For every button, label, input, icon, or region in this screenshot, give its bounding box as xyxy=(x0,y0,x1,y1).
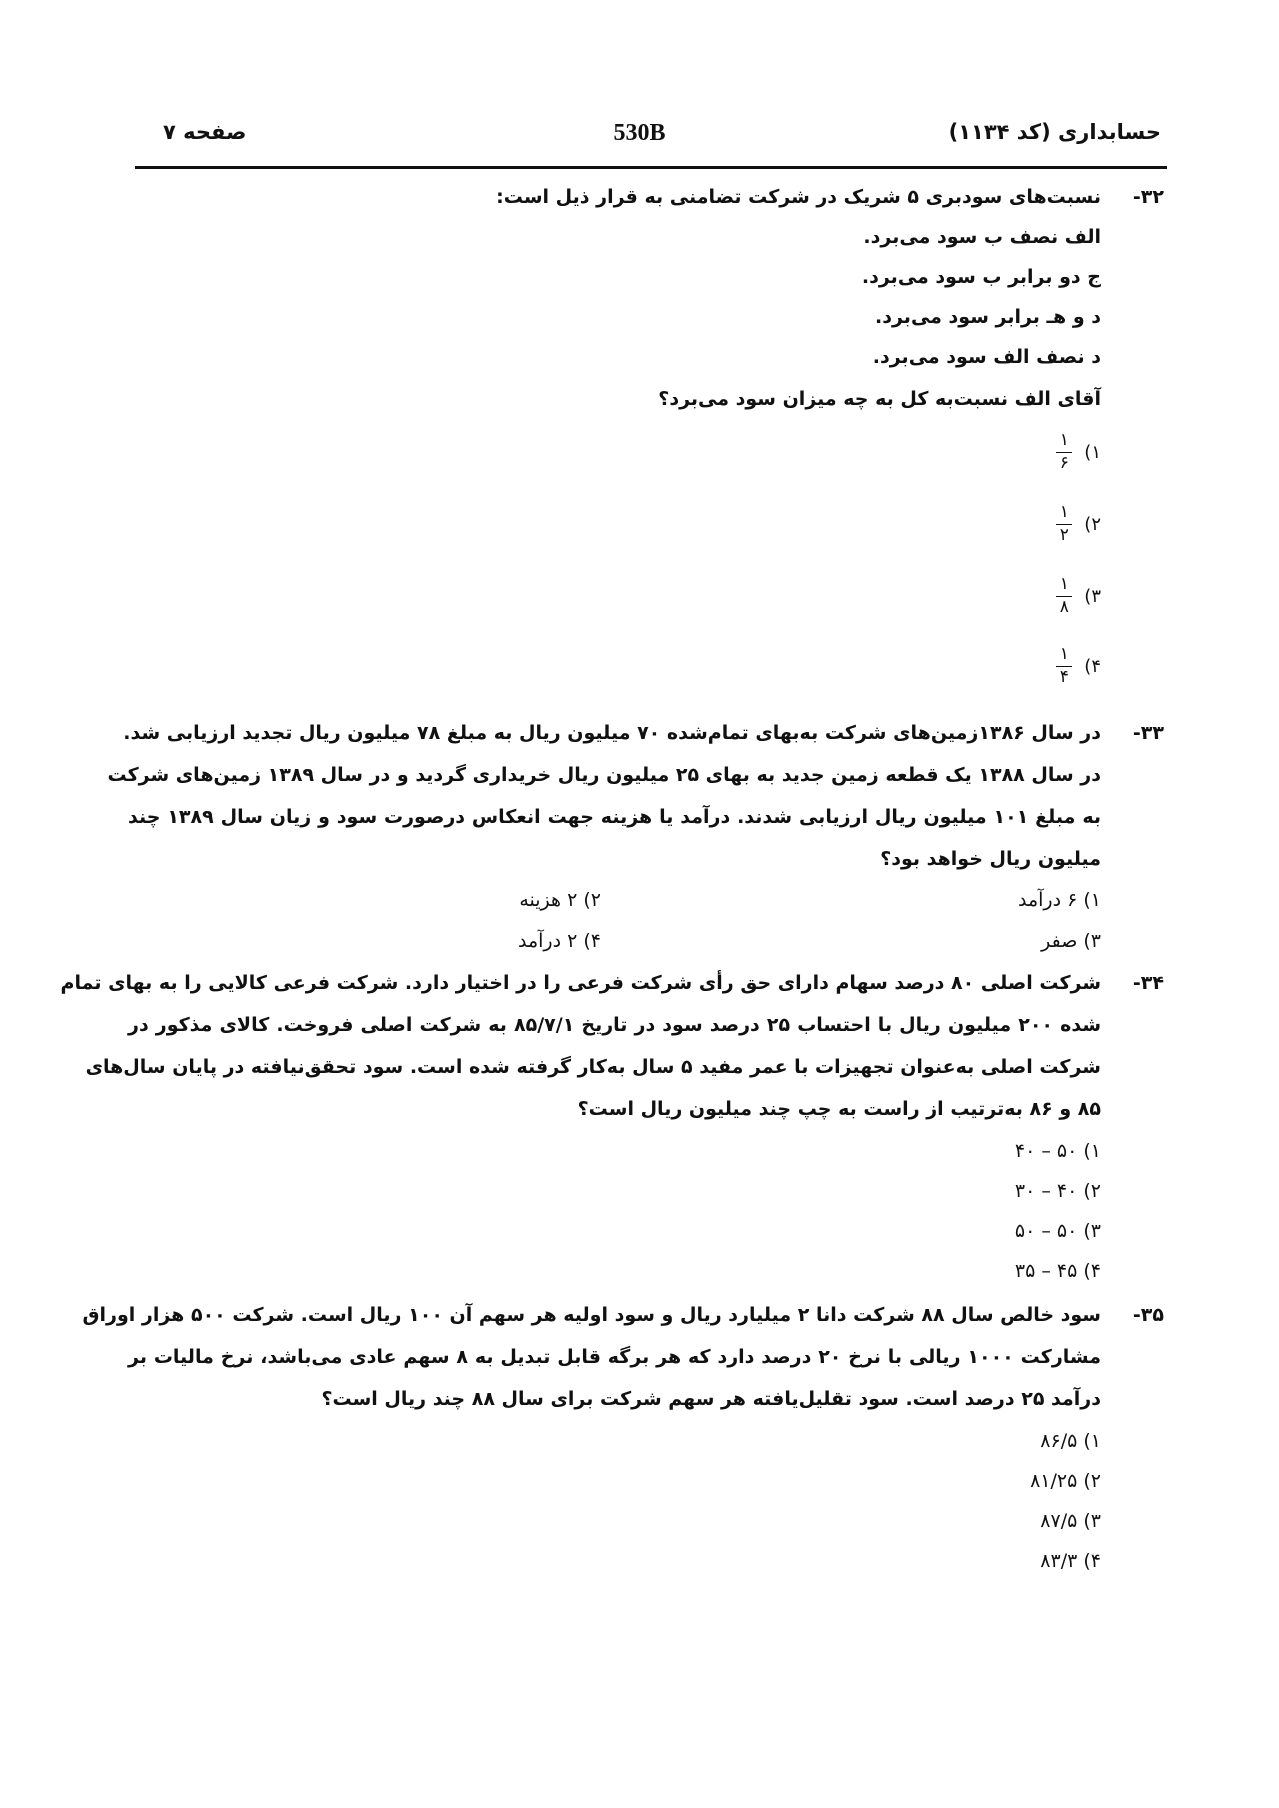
question-number: ۳۳- xyxy=(1132,722,1164,744)
denominator: ۶ xyxy=(1059,452,1069,473)
answer-option: ۳) ۵۰ – ۵۰ xyxy=(1014,1220,1101,1242)
fraction xyxy=(1056,504,1072,545)
stem-line: ۸۵ و ۸۶ به‌ترتیب از راست به چپ چند میلیون ریال است؟ xyxy=(577,1098,1101,1120)
subject-title: حسابداری (کد ۱۱۳۴) xyxy=(948,120,1161,144)
question-number: ۳۴- xyxy=(1132,972,1164,994)
question-stem: نسبت‌های سودبری ۵ شریک در شرکت تضامنی به قرار ذیل است: xyxy=(496,186,1101,208)
numerator: ۱ xyxy=(1059,502,1069,522)
numerator: ۱ xyxy=(1059,644,1069,664)
fraction xyxy=(1056,646,1072,687)
answer-option: ۲) ۲ هزینه xyxy=(519,889,601,911)
answer-option xyxy=(1056,504,1101,545)
answer-option: ۴) ۲ درآمد xyxy=(518,930,601,952)
question-number: ۳۵- xyxy=(1132,1304,1164,1326)
answer-option: ۱) ۶ درآمد xyxy=(1018,889,1101,911)
stem-line: د نصف الف سود می‌برد. xyxy=(872,346,1101,368)
denominator: ۸ xyxy=(1059,596,1069,617)
booklet-code: 530B xyxy=(613,120,666,146)
answer-option: ۳) ۸۷/۵ xyxy=(1040,1510,1101,1532)
stem-line: مشارکت ۱۰۰۰ ریالی با نرخ ۲۰ درصد دارد که هر برگه قابل تبدیل به ۸ سهم عادی می‌باشد، نرخ مالیات بر xyxy=(128,1346,1101,1368)
numerator: ۱ xyxy=(1059,430,1069,450)
stem-line: شرکت اصلی به‌عنوان تجهیزات با عمر مفید ۵ سال به‌کار گرفته شده است. سود تحقق‌نیافته در پایان سال‌های xyxy=(85,1056,1101,1078)
stem-line: سود خالص سال ۸۸ شرکت دانا ۲ میلیارد ریال و سود اولیه هر سهم آن ۱۰۰ ریال است. شرکت ۵۰۰ هزار اوراق xyxy=(82,1304,1101,1326)
option-label: ۴) xyxy=(1084,655,1101,677)
stem-line: به مبلغ ۱۰۱ میلیون ریال ارزیابی شدند. درآمد یا هزینه جهت انعکاس درصورت سود و زیان سال ۱۳۸۹ چند xyxy=(128,806,1101,828)
numerator: ۱ xyxy=(1059,574,1069,594)
page-number: صفحه ۷ xyxy=(163,120,247,144)
answer-option: ۳) صفر xyxy=(1041,930,1101,952)
fraction xyxy=(1056,576,1072,617)
denominator: ۲ xyxy=(1059,524,1069,545)
stem-line: آقای الف نسبت‌به کل به چه میزان سود می‌برد؟ xyxy=(658,388,1101,410)
header-divider xyxy=(135,166,1167,169)
answer-option: ۴) ۴۵ – ۳۵ xyxy=(1014,1260,1101,1282)
answer-option: ۴) ۸۳/۳ xyxy=(1040,1550,1101,1572)
denominator: ۴ xyxy=(1059,666,1069,687)
question-number: ۳۲- xyxy=(1132,186,1164,208)
answer-option: ۱) ۵۰ – ۴۰ xyxy=(1014,1140,1101,1162)
option-label: ۳) xyxy=(1084,585,1101,607)
stem-line: شده ۲۰۰ میلیون ریال با احتساب ۲۵ درصد سود در تاریخ ۸۵/۷/۱ به شرکت اصلی فروخت. کالای مذکور در xyxy=(128,1014,1102,1036)
fraction xyxy=(1056,432,1072,473)
stem-line: د و هـ برابر سود می‌برد. xyxy=(875,306,1101,328)
answer-option xyxy=(1056,432,1101,473)
stem-line: در سال ۱۳۸۶زمین‌های شرکت به‌بهای تمام‌شده ۷۰ میلیون ریال به مبلغ ۷۸ میلیون ریال تجدید ارزیابی شد. xyxy=(123,722,1101,744)
answer-option xyxy=(1056,646,1101,687)
stem-line: شرکت اصلی ۸۰ درصد سهام دارای حق رأی شرکت فرعی را در اختیار دارد. شرکت فرعی کالایی را به بهای تمام xyxy=(60,972,1101,994)
stem-line: در سال ۱۳۸۸ یک قطعه زمین جدید به بهای ۲۵ میلیون ریال خریداری گردید و در سال ۱۳۸۹ زمین‌های شرکت xyxy=(107,764,1101,786)
option-label: ۱) xyxy=(1084,441,1101,463)
stem-line: درآمد ۲۵ درصد است. سود تقلیل‌یافته هر سهم شرکت برای سال ۸۸ چند ریال است؟ xyxy=(321,1388,1101,1410)
answer-option: ۱) ۸۶/۵ xyxy=(1040,1430,1101,1452)
stem-line: الف نصف ب سود می‌برد. xyxy=(863,226,1101,248)
answer-option: ۲) ۸۱/۲۵ xyxy=(1030,1470,1101,1492)
answer-option xyxy=(1056,576,1101,617)
stem-line: میلیون ریال خواهد بود؟ xyxy=(880,848,1101,870)
answer-option: ۲) ۴۰ – ۳۰ xyxy=(1014,1180,1101,1202)
option-label: ۲) xyxy=(1084,513,1101,535)
stem-line: ج دو برابر ب سود می‌برد. xyxy=(861,266,1101,288)
